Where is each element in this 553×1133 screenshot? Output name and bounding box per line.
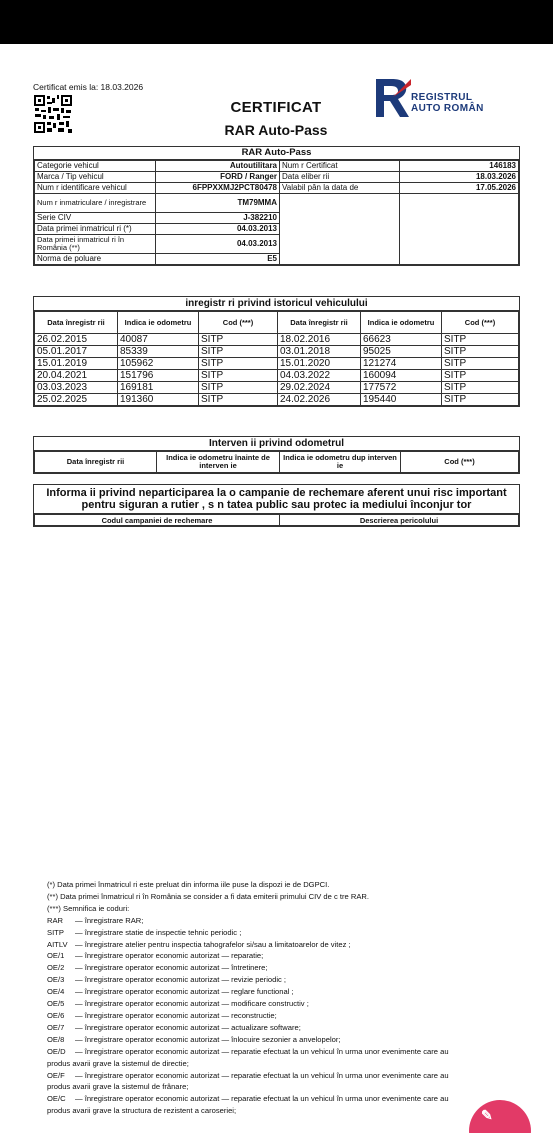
history-cell-d2: 04.03.2022 xyxy=(278,370,361,382)
history-cell-o1: 169181 xyxy=(118,382,199,394)
status-bar xyxy=(0,0,553,44)
civ-value: J-382210 xyxy=(156,213,280,224)
odometer-header: Interven ii privind odometrul xyxy=(34,437,519,451)
civ-label: Serie CIV xyxy=(35,213,156,224)
table-row xyxy=(35,183,519,194)
certificate-subtitle: RAR Auto-Pass xyxy=(224,122,328,138)
history-cell-c1: SITP xyxy=(199,334,278,346)
category-value: Autoutilitara xyxy=(156,161,280,172)
issue-date-value: 18.03.2026 xyxy=(400,172,519,183)
code-description: — înregistrare operator economic autorizat — modificare constructiv ; xyxy=(75,999,309,1009)
list-item xyxy=(47,950,507,962)
valid-until-value: 17.05.2026 xyxy=(400,183,519,194)
code-description: produs avarii grave la sistemul de frânare; xyxy=(47,1082,189,1092)
code-abbrev: OE/8 xyxy=(47,1034,65,1044)
code-abbrev: AITLV xyxy=(47,939,68,949)
code-description: — înregistrare statie de inspectie tehnic periodic ; xyxy=(75,927,242,937)
col-date: Data înregistr rii xyxy=(35,312,118,334)
list-item xyxy=(47,1010,507,1022)
history-cell-o1: 105962 xyxy=(118,358,199,370)
col-code: Cod (***) xyxy=(442,312,519,334)
col-campaign-code: Codul campaniei de rechemare xyxy=(35,515,280,526)
history-section xyxy=(33,296,520,407)
code-abbrev: OE/4 xyxy=(47,987,65,997)
history-cell-c2: SITP xyxy=(442,394,519,406)
certificate-title: CERTIFICAT xyxy=(230,99,322,116)
code-abbrev: OE/5 xyxy=(47,999,65,1009)
code-description: — înregistrare atelier pentru inspectia tahografelor si/sau a limitatoarelor de vitez ; xyxy=(75,939,351,949)
odometer-section xyxy=(33,436,520,474)
code-description: — înregistrare operator economic autorizat — înlocuire sezonier a anvelopelor; xyxy=(75,1034,341,1044)
col-odometer: Indica ie odometru xyxy=(118,312,199,334)
first-reg-ro-label: Data primei inmatricul ri în România (**) xyxy=(35,235,156,254)
code-description: — înregistrare operator economic autorizat — reglare functional ; xyxy=(75,987,294,997)
list-item xyxy=(47,986,507,998)
cert-number-value: 146183 xyxy=(400,161,519,172)
rar-logo-text xyxy=(411,93,484,114)
vin-value: 6FPPXXMJ2PCT80478 xyxy=(156,183,280,194)
list-item xyxy=(47,915,507,927)
col-odometer: Indica ie odometru xyxy=(361,312,442,334)
history-rows xyxy=(35,334,519,406)
recall-table xyxy=(34,514,519,526)
table-row xyxy=(35,172,519,183)
code-description: — înregistrare operator economic autorizat — actualizare software; xyxy=(75,1022,301,1032)
code-description: — înregistrare operator economic autorizat — reparatie efectuat la un vehicul în urma unor evenimente care au xyxy=(75,1046,449,1056)
code-abbrev: OE/7 xyxy=(47,1022,65,1032)
history-cell-o2: 177572 xyxy=(361,382,442,394)
category-label: Categorie vehicul xyxy=(35,161,156,172)
col-after: Indica ie odometru dup interven ie xyxy=(280,452,401,473)
history-cell-c1: SITP xyxy=(199,358,278,370)
make-label: Marca / Tip vehicul xyxy=(35,172,156,183)
table-row xyxy=(35,161,519,172)
code-abbrev: OE/3 xyxy=(47,975,65,985)
code-description: — înregistrare operator economic autorizat — reparatie; xyxy=(75,951,264,961)
table-header-row xyxy=(35,515,519,526)
col-code: Cod (***) xyxy=(199,312,278,334)
list-item xyxy=(47,998,507,1010)
first-reg-value: 04.03.2013 xyxy=(156,224,280,235)
history-cell-o2: 195440 xyxy=(361,394,442,406)
code-description: — înregistrare operator economic autorizat — întretinere; xyxy=(75,963,268,973)
history-cell-o2: 160094 xyxy=(361,370,442,382)
history-cell-c1: SITP xyxy=(199,346,278,358)
code-abbrev: OE/F xyxy=(47,1070,65,1080)
col-hazard-description: Descrierea pericolului xyxy=(280,515,519,526)
list-item xyxy=(47,1046,507,1058)
table-row xyxy=(35,194,519,213)
code-abbrev: OE/1 xyxy=(47,951,65,961)
code-abbrev: OE/6 xyxy=(47,1010,65,1020)
history-cell-o2: 95025 xyxy=(361,346,442,358)
list-item xyxy=(47,939,507,951)
table-row xyxy=(35,358,519,370)
pollution-label: Norma de poluare xyxy=(35,254,156,265)
history-cell-c1: SITP xyxy=(199,382,278,394)
history-cell-d2: 03.01.2018 xyxy=(278,346,361,358)
vin-label: Num r identificare vehicul xyxy=(35,183,156,194)
issue-date-label: Data eliber rii xyxy=(280,172,400,183)
list-item xyxy=(47,962,507,974)
code-abbrev: OE/D xyxy=(47,1046,66,1056)
table-row xyxy=(35,346,519,358)
history-cell-o2: 66623 xyxy=(361,334,442,346)
edit-icon[interactable]: ✎ xyxy=(481,1107,493,1123)
recall-section xyxy=(33,484,520,527)
history-cell-o2: 121274 xyxy=(361,358,442,370)
history-cell-d2: 18.02.2016 xyxy=(278,334,361,346)
first-reg-label: Data primei inmatricul ri (*) xyxy=(35,224,156,235)
col-code: Cod (***) xyxy=(401,452,519,473)
table-header-row xyxy=(35,452,519,473)
logo-line-2: AUTO ROMÂN xyxy=(411,102,484,114)
table-row xyxy=(35,334,519,346)
code-legend-list xyxy=(47,915,507,1117)
history-cell-o1: 85339 xyxy=(118,346,199,358)
history-cell-d1: 25.02.2025 xyxy=(35,394,118,406)
code-abbrev: RAR xyxy=(47,915,64,925)
pollution-value: E5 xyxy=(156,254,280,265)
reg-number-label: Num r inmatriculare / inregistrare xyxy=(35,194,156,213)
history-table xyxy=(34,311,519,406)
history-cell-c2: SITP xyxy=(442,346,519,358)
history-cell-o1: 151796 xyxy=(118,370,199,382)
issued-date-label: Certificat emis la: 18.03.2026 xyxy=(33,82,144,92)
footnote-3: (***) Semnifica ie coduri: xyxy=(47,903,130,913)
list-item xyxy=(47,1034,507,1046)
code-description: produs avarii grave la sistemul de directie; xyxy=(47,1058,189,1068)
history-cell-o1: 40087 xyxy=(118,334,199,346)
code-description: produs avarii grave la structura de rezistent a caroseriei; xyxy=(47,1106,237,1116)
code-description: — înregistrare operator economic autorizat — reconstructie; xyxy=(75,1010,277,1020)
make-value: FORD / Ranger xyxy=(156,172,280,183)
code-description: — înregistrare operator economic autorizat — revizie periodic ; xyxy=(75,975,287,985)
history-cell-d1: 05.01.2017 xyxy=(35,346,118,358)
code-abbrev: SITP xyxy=(47,927,64,937)
list-item xyxy=(47,1093,507,1105)
history-cell-c2: SITP xyxy=(442,370,519,382)
qr-code-icon xyxy=(33,94,73,134)
code-abbrev: OE/C xyxy=(47,1094,66,1104)
reg-number-value: TM79MMA xyxy=(156,194,280,213)
table-row xyxy=(35,370,519,382)
history-cell-c1: SITP xyxy=(199,394,278,406)
code-abbrev: OE/2 xyxy=(47,963,65,973)
history-cell-o1: 191360 xyxy=(118,394,199,406)
vehicle-info-section xyxy=(33,146,520,266)
table-row xyxy=(35,382,519,394)
history-cell-d2: 15.01.2020 xyxy=(278,358,361,370)
odometer-table xyxy=(34,451,519,473)
history-cell-c1: SITP xyxy=(199,370,278,382)
cert-number-label: Num r Certificat xyxy=(280,161,400,172)
empty-cell xyxy=(280,194,400,265)
col-date: Data înregistr rii xyxy=(35,452,157,473)
code-description: — înregistrare operator economic autorizat — reparatie efectuat la un vehicul în urma unor evenimente care au xyxy=(75,1094,449,1104)
code-description: — înregistrare RAR; xyxy=(75,915,144,925)
history-cell-d1: 20.04.2021 xyxy=(35,370,118,382)
col-date: Data înregistr rii xyxy=(278,312,361,334)
list-item xyxy=(47,1058,507,1070)
history-cell-d1: 26.02.2015 xyxy=(35,334,118,346)
valid-until-label: Valabil pân la data de xyxy=(280,183,400,194)
list-item xyxy=(47,974,507,986)
list-item xyxy=(47,1022,507,1034)
table-row xyxy=(35,394,519,406)
history-cell-d2: 24.02.2026 xyxy=(278,394,361,406)
empty-cell xyxy=(400,194,519,265)
list-item xyxy=(47,1105,507,1117)
list-item xyxy=(47,927,507,939)
vehicle-info-header: RAR Auto-Pass xyxy=(34,147,519,160)
footnotes xyxy=(47,879,507,1117)
recall-header: Informa ii privind neparticiparea la o campanie de rechemare aferent unui risc important pentru siguran a rutier , s n tatea public sau protec ia mediului înconjur tor xyxy=(34,485,519,514)
history-cell-d2: 29.02.2024 xyxy=(278,382,361,394)
col-before: Indica ie odometru înainte de interven ie xyxy=(157,452,280,473)
history-cell-c2: SITP xyxy=(442,334,519,346)
vehicle-info-table xyxy=(34,160,519,265)
footnote-2: (**) Data primei înmatricul ri în România se consider a fi data emiterii primului CIV de c tre RAR. xyxy=(47,891,370,901)
table-header-row xyxy=(35,312,519,334)
history-cell-d1: 15.01.2019 xyxy=(35,358,118,370)
list-item xyxy=(47,1070,507,1082)
code-description: — înregistrare operator economic autorizat — reparatie efectuat la un vehicul în urma unor evenimente care au xyxy=(75,1070,449,1080)
history-header: inregistr ri privind istoricul vehiculului xyxy=(34,297,519,311)
list-item xyxy=(47,1081,507,1093)
footnote-1: (*) Data primei înmatricul ri este preluat din informa iile puse la dispozi ie de DGPCI. xyxy=(47,880,330,889)
history-cell-d1: 03.03.2023 xyxy=(35,382,118,394)
history-cell-c2: SITP xyxy=(442,358,519,370)
first-reg-ro-value: 04.03.2013 xyxy=(156,235,280,254)
logo-line-1: REGISTRUL xyxy=(411,92,473,103)
history-cell-c2: SITP xyxy=(442,382,519,394)
